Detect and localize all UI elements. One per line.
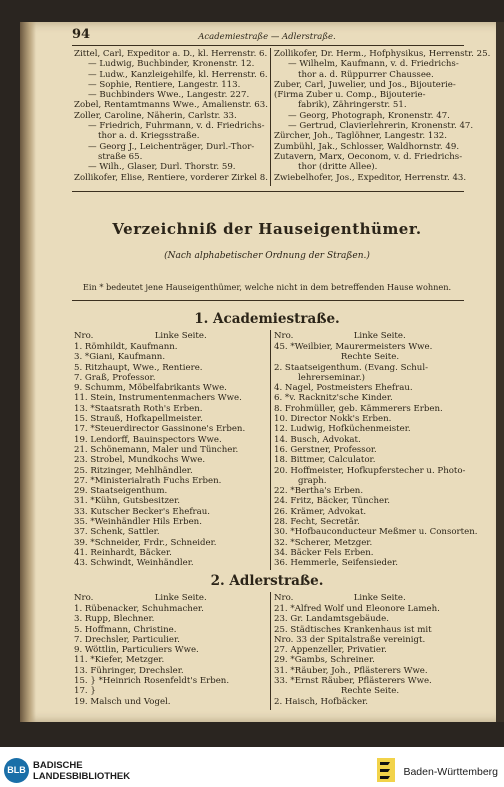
nro-label: Nro. [274, 331, 294, 341]
list-item: Zoller, Caroline, Näherin, Carlstr. 33. [74, 110, 237, 121]
list-item: fabrik), Zähringerstr. 51. [298, 100, 407, 111]
list-item: 29. *Gambs, Schreiner. [274, 655, 375, 666]
list-item: 19. Malsch und Vogel. [74, 696, 171, 707]
list-item: 36. Hemmerle, Seifensieder. [274, 558, 399, 569]
street-title-adlerstrasse: 2. Adlerstraße. [210, 573, 324, 589]
list-item: — Ludwig, Buchbinder, Kronenstr. 12. [88, 59, 255, 70]
list-item: 5. Ritzhaupt, Wwe., Rentiere. [74, 362, 203, 373]
list-item: 45. *Weilbier, Maurermeisters Wwe. [274, 342, 433, 352]
list-item: Zollikofer, Dr. Herm., Hofphysikus, Herrenstr. 25. [274, 49, 491, 59]
list-item: Zwiebelhofer, Jos., Expeditor, Herrenstr. 43. [274, 172, 467, 183]
directory-column-right [274, 49, 491, 183]
list-item: thor a. d. Rüppurrer Chaussee. [298, 69, 434, 80]
list-item: Zumbühl, Jak., Schlosser, Waldhornstr. 49. [274, 141, 460, 152]
list-item: 37. Schenk, Sattler. [74, 527, 160, 538]
side-label: Linke Seite. [353, 593, 406, 603]
list-item: 2. Haisch, Hofbäcker. [274, 696, 368, 707]
side-label: Linke Seite. [154, 331, 207, 341]
list-item: — Friedrich, Fuhrmann, v. d. Friedrichs- [88, 121, 265, 132]
column-divider [270, 48, 271, 186]
list-item: 13. *Staatsrath Roth's Erben. [74, 403, 203, 414]
list-item: — Gertrud, Clavierlehrerin, Kronenstr. 47. [288, 121, 474, 132]
list-item: Zollikofer, Elise, Rentiere, vorderer Zirkel 8. [74, 172, 268, 183]
list-item: 25. Ritzinger, Mehlhändler. [74, 465, 193, 476]
list-item: — Buchbinders Wwe., Langestr. 227. [88, 90, 250, 101]
list-item: Zobel, Rentamtmanns Wwe., Amalienstr. 63. [74, 100, 268, 111]
list-item: 5. Hoffmann, Christine. [74, 624, 177, 635]
owners-right-column [274, 604, 466, 707]
list-item: — Sophie, Rentiere, Langestr. 113. [88, 79, 241, 90]
nro-label: Nro. [274, 593, 294, 603]
list-item: 33. Kutscher Becker's Ehefrau. [74, 506, 210, 517]
list-item: 33. *Ernst Räuber, Pflästerers Wwe. [274, 676, 432, 687]
list-item: 6. *v. Racknitz'sche Kinder. [274, 393, 393, 404]
list-item: 3. *Giani, Kaufmann. [74, 352, 166, 363]
nro-label: Nro. [74, 331, 94, 341]
list-item: 9. Schumm, Möbelfabrikants Wwe. [74, 383, 227, 394]
note-rule [72, 300, 464, 301]
asterisk-note: Ein * bedeutet jene Hauseigenthümer, welche nicht in dem betreffenden Hause wohnen. [82, 282, 452, 292]
owners-left-column [74, 342, 268, 569]
list-item: 27. Appenzeller, Privatier. [274, 645, 387, 656]
page-number: 94 [72, 27, 91, 42]
list-item: 17. *Steuerdirector Gassinone's Erben. [74, 424, 246, 435]
street-title-academiestrasse: 1. Academiestraße. [194, 311, 340, 327]
list-item: — Wilh., Glaser, Durl. Thorstr. 59. [88, 162, 236, 173]
list-item: 24. Fritz, Bäcker, Tüncher. [274, 496, 390, 507]
list-item: 28. Fecht, Secretär. [274, 517, 360, 528]
list-item: 32. *Scherer, Metzger. [274, 537, 373, 548]
list-item: 15. } *Heinrich Rosenfeldt's Erben. [74, 676, 230, 687]
list-item: lehrerseminar.) [298, 372, 365, 383]
list-item: — Georg J., Leichenträger, Durl.-Thor- [88, 141, 255, 152]
list-item: graph. [298, 475, 327, 486]
list-item: thor a. d. Kriegsstraße. [98, 131, 200, 142]
list-item: straße 65. [98, 151, 143, 162]
list-item: 2. Staatseigenthum. (Evang. Schul- [274, 362, 428, 373]
list-item: 7. Graß, Professor. [74, 372, 156, 383]
list-item: 11. *Kiefer, Metzger. [74, 655, 165, 666]
page-edge [496, 22, 504, 722]
list-item: Zürcher, Joh., Taglöhner, Langestr. 132. [274, 131, 447, 142]
section-subtitle: (Nach alphabetischer Ordnung der Straßen.) [164, 251, 370, 261]
library-name[interactable] [33, 760, 130, 782]
library-name-line1: BADISCHE [33, 760, 83, 771]
owners-left-column [74, 604, 268, 707]
column-divider [270, 330, 271, 570]
list-item: 7. Drechsler, Particulier. [74, 634, 180, 645]
list-item: 13. Führinger, Drechsler. [74, 665, 184, 676]
list-item: 18. Bittmer, Calculator. [274, 455, 376, 466]
list-item: 29. Staatseigenthum. [74, 486, 168, 497]
list-item: 22. *Bertha's Erben. [274, 486, 364, 497]
list-item: — Wilhelm, Kaufmann, v. d. Friedrichs- [288, 59, 459, 70]
list-item: 39. *Schneider, Frdr., Schneider. [74, 537, 217, 548]
list-item: 21. *Alfred Wolf und Eleonore Lameh. [274, 604, 440, 614]
running-title: Academiestraße — Adlerstraße. [198, 32, 336, 42]
list-item: 31. *Räuber, Joh., Pflästerers Wwe. [274, 665, 428, 676]
list-item: thor (dritte Allee). [298, 162, 378, 173]
page-header [72, 27, 462, 44]
column-header-right [274, 331, 466, 341]
column-header-right [274, 593, 466, 603]
list-item: Rechte Seite. [340, 352, 400, 363]
list-item: (Firma Zuber u. Comp., Bijouterie- [274, 90, 426, 101]
section-title: Verzeichniß der Hauseigenthümer. [112, 220, 422, 238]
header-rule [72, 45, 464, 46]
list-item: Zuber, Carl, Juwelier, und Jos., Bijouterie- [274, 79, 456, 90]
list-item: 16. Gerstner, Professor. [274, 444, 377, 455]
list-item: 3. Rupp, Blechner. [74, 614, 155, 625]
list-item: 26. Krämer, Advokat. [274, 506, 367, 517]
list-item: 23. Strobel, Mundkochs Wwe. [74, 455, 206, 466]
list-item: 31. *Kühn, Gutsbesitzer. [74, 496, 180, 507]
list-item: 9. Wöttlin, Particuliers Wwe. [74, 645, 199, 656]
state-name[interactable]: Baden-Württemberg [403, 766, 498, 778]
list-item: 21. Schönemann, Maler und Tüncher. [74, 444, 239, 455]
list-item: — Ludw., Kanzleigehilfe, kl. Herrenstr. 6. [88, 69, 268, 80]
column-header-left [74, 331, 268, 341]
list-item: — Georg, Photograph, Kronenstr. 47. [288, 110, 450, 121]
list-item: Zutavern, Marx, Oeconom, v. d. Friedrichs- [274, 151, 463, 162]
side-label: Linke Seite. [353, 331, 406, 341]
nro-label: Nro. [74, 593, 94, 603]
list-item: 25. Städtisches Krankenhaus ist mit [274, 624, 432, 635]
list-item: 8. Frohmüller, geb. Kämmerers Erben. [274, 403, 443, 414]
book-spine [20, 22, 36, 722]
list-item: 15. Strauß, Hofkapellmeister. [74, 414, 203, 425]
blb-logo[interactable]: BLB [4, 758, 29, 783]
list-item: 43. Schwindt, Weinhändler. [74, 558, 194, 569]
list-item: Nro. 33 der Spitalstraße vereinigt. [274, 634, 426, 645]
list-item: 17. } [74, 686, 96, 697]
list-item: 23. Gr. Landamtsgebäude. [274, 614, 389, 625]
list-item: 34. Bäcker Fels Erben. [274, 547, 374, 558]
list-item: 27. *Ministerialrath Fuchs Erben. [74, 475, 222, 486]
list-item: Rechte Seite. [340, 686, 400, 697]
list-item: 19. Lendorff, Bauinspectors Wwe. [74, 434, 222, 445]
list-item: 35. *Weinhändler Hils Erben. [74, 517, 202, 528]
list-item: 11. Stein, Instrumentenmachers Wwe. [74, 393, 242, 404]
list-item: 14. Busch, Advokat. [274, 434, 361, 445]
list-item: 1. Rübenacker, Schuhmacher. [74, 604, 204, 614]
library-name-line2: LANDESBIBLIOTHEK [33, 771, 131, 782]
three-lions-icon [377, 758, 395, 782]
column-header-left [74, 593, 268, 603]
list-item: 4. Nagel, Postmeisters Ehefrau. [274, 383, 413, 394]
section-rule [72, 191, 464, 192]
side-label: Linke Seite. [154, 593, 207, 603]
list-item: 12. Ludwig, Hofküchenmeister. [274, 424, 411, 435]
list-item: Zittel, Carl, Expeditor a. D., kl. Herrenstr. 6. [74, 49, 268, 59]
list-item: 10. Director Nokk's Erben. [274, 414, 392, 425]
column-divider [270, 592, 271, 710]
list-item: 30. *Hofbauconducteur Meßmer u. Consorten. [274, 527, 478, 538]
directory-column-left [74, 49, 268, 183]
list-item: 1. Römhildt, Kaufmann. [74, 342, 178, 352]
owners-right-column [274, 342, 478, 569]
list-item: 41. Reinhardt, Bäcker. [74, 547, 172, 558]
list-item: 20. Hoffmeister, Hofkupferstecher u. Photo- [274, 465, 466, 476]
